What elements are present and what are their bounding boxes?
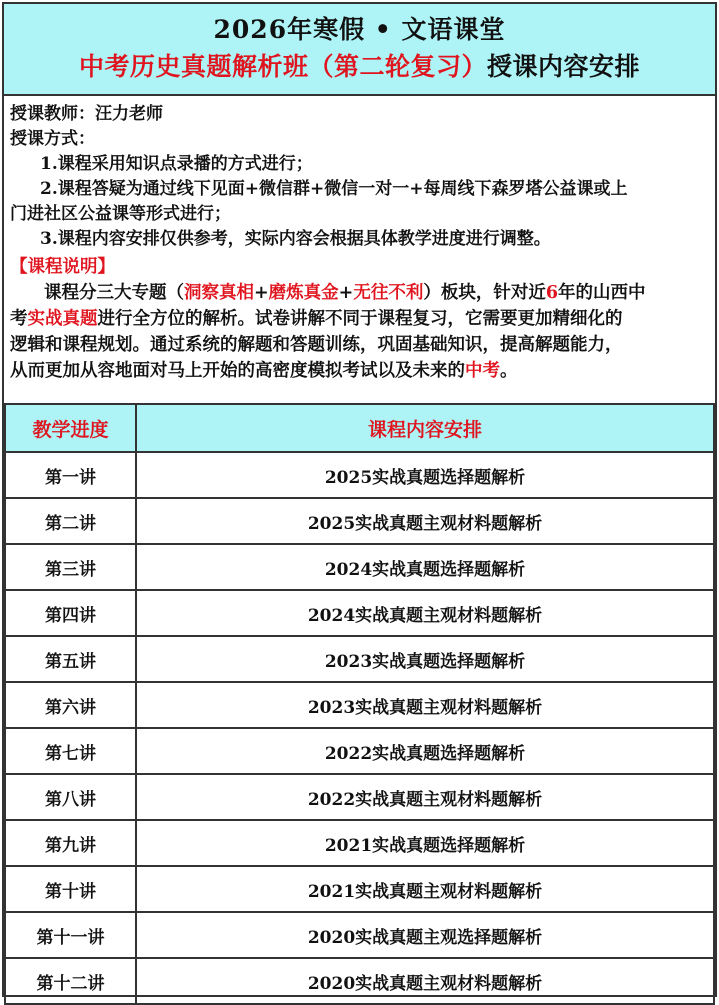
content-cell: 2023实战真题选择题解析 [136, 636, 714, 682]
lecture-cell: 第八讲 [5, 774, 136, 820]
lecture-cell: 第四讲 [5, 590, 136, 636]
content-cell: 2025实战真题主观材料题解析 [136, 498, 714, 544]
table-row [5, 498, 714, 544]
content-cell: 2024实战真题选择题解析 [136, 544, 714, 590]
content-cell: 2025实战真题选择题解析 [136, 452, 714, 498]
table-row [5, 636, 714, 682]
teacher-line: 授课教师：汪力老师 [10, 104, 163, 124]
content-cell: 2023实战真题主观材料题解析 [136, 682, 714, 728]
subtitle-course-name: 中考历史真题解析班（第二轮复习） [78, 52, 487, 81]
method-item-continued: 门进社区公益课等形式进行； [10, 204, 231, 224]
page-subtitle [4, 48, 715, 86]
course-schedule-sheet [2, 2, 717, 997]
content-cell: 2022实战真题选择题解析 [136, 728, 714, 774]
table-row [5, 682, 714, 728]
content-cell: 2021实战真题选择题解析 [136, 820, 714, 866]
column-header-progress: 教学进度 [5, 404, 136, 452]
table-row [5, 590, 714, 636]
content-cell: 2020实战真题主观材料题解析 [136, 958, 714, 1004]
content-cell: 2021实战真题主观材料题解析 [136, 866, 714, 912]
lecture-cell: 第三讲 [5, 544, 136, 590]
course-info [4, 96, 715, 252]
table-row [5, 958, 714, 1004]
table-row [5, 866, 714, 912]
description-tag: 【课程说明】 [10, 257, 115, 277]
method-item: 2.课程答疑为通过线下见面+微信群+微信一对一+每周线下森罗塔公益课或上 [40, 179, 628, 199]
table-row [5, 544, 714, 590]
header-banner [4, 4, 715, 96]
schedule-header-row [5, 404, 714, 452]
lecture-cell: 第五讲 [5, 636, 136, 682]
lecture-cell: 第十讲 [5, 866, 136, 912]
page-title: 2026年寒假 • 文语课堂 [213, 15, 506, 44]
course-description [4, 252, 715, 388]
schedule-table [4, 403, 715, 1005]
lecture-cell: 第十一讲 [5, 912, 136, 958]
description-line: 逻辑和课程规划。通过系统的解题和答题训练，巩固基础知识，提高解题能力， [10, 335, 623, 355]
description-line: 课程分三大专题（洞察真相+磨炼真金+无往不利）板块，针对近6年的山西中 [44, 283, 646, 303]
lecture-cell: 第十二讲 [5, 958, 136, 1004]
lecture-cell: 第六讲 [5, 682, 136, 728]
lecture-cell: 第二讲 [5, 498, 136, 544]
content-cell: 2020实战真题主观选择题解析 [136, 912, 714, 958]
lecture-cell: 第七讲 [5, 728, 136, 774]
table-row [5, 820, 714, 866]
description-line: 考实战真题进行全方位的解析。试卷讲解不同于课程复习，它需要更加精细化的 [10, 309, 623, 329]
content-cell: 2024实战真题主观材料题解析 [136, 590, 714, 636]
lecture-cell: 第九讲 [5, 820, 136, 866]
description-line: 从而更加从容地面对马上开始的高密度模拟考试以及未来的中考。 [10, 361, 518, 381]
content-cell: 2022实战真题主观材料题解析 [136, 774, 714, 820]
table-row [5, 728, 714, 774]
subtitle-arrangement: 授课内容安排 [487, 52, 641, 81]
column-header-content: 课程内容安排 [136, 404, 714, 452]
table-row [5, 912, 714, 958]
lecture-cell: 第一讲 [5, 452, 136, 498]
method-item: 1.课程采用知识点录播的方式进行； [40, 154, 313, 174]
method-label: 授课方式： [10, 129, 95, 149]
method-item: 3.课程内容安排仅供参考，实际内容会根据具体教学进度进行调整。 [40, 229, 551, 249]
table-row [5, 774, 714, 820]
table-row [5, 452, 714, 498]
